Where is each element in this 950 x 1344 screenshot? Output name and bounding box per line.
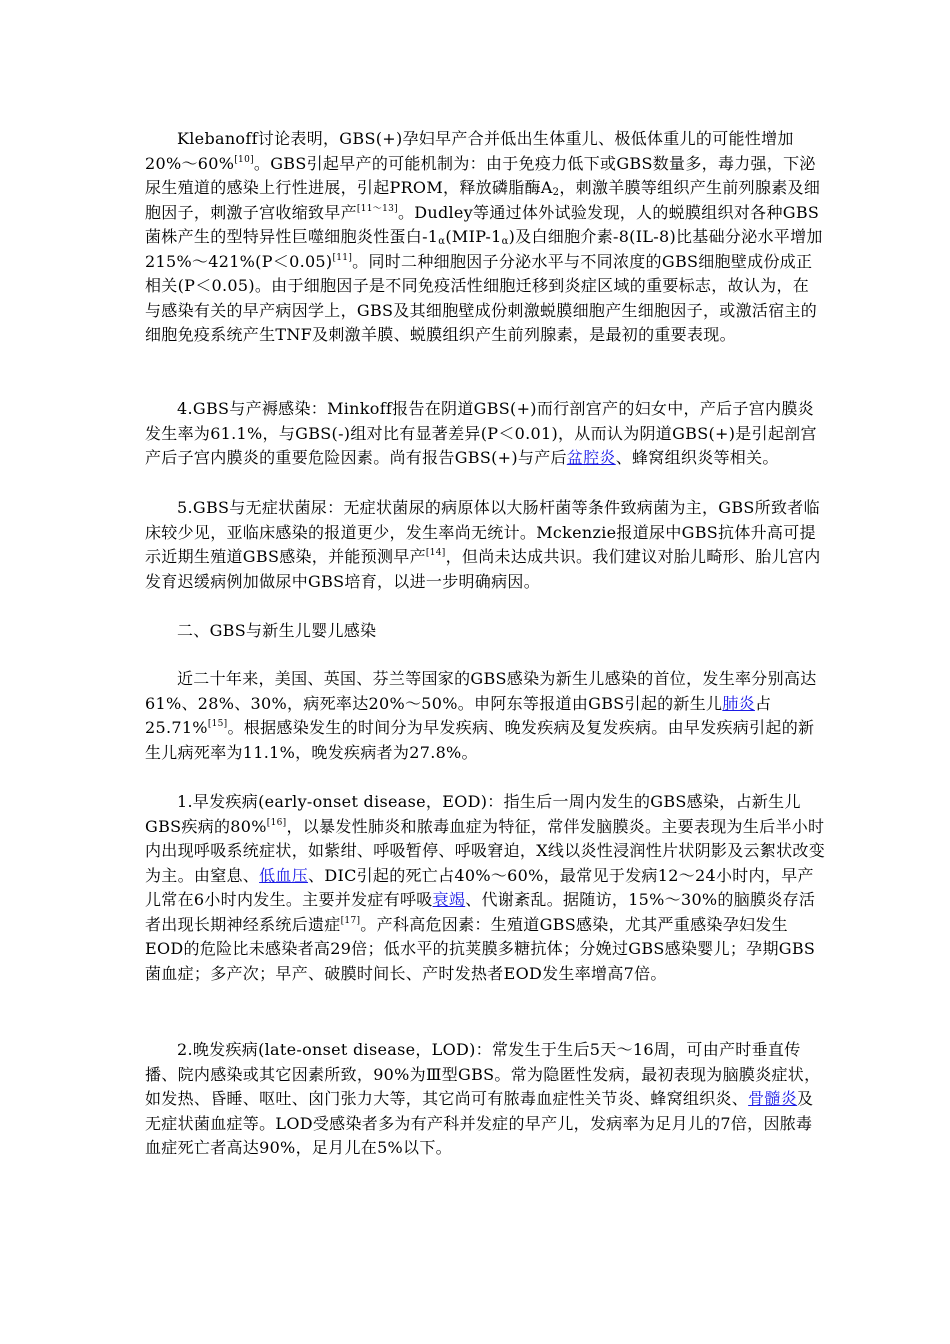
text: ，但尚未达成共识。我们建议对胎儿畸形、胎儿宫内发育迟缓病例加做尿中GBS培育，以进一步明确病因。	[145, 547, 821, 591]
text: 。产科高危因素：生殖道GBS感染，尤其严重感染孕妇发生EOD的危险比未感染者高29倍；低水平的抗荚膜多糖抗体；分娩过GBS感染婴儿；孕期GBS菌血症；多产次；早产、破膜时间长、产时发热者EOD发生率增高7倍。	[145, 914, 816, 983]
citation: [11～13]	[356, 203, 398, 214]
citation: [10]	[234, 154, 254, 165]
text: 、DIC引起的死亡占40%～60%，最常见于发病12～24小时内，早产儿常在6小时内发生。主要并发症有呼吸	[145, 865, 814, 909]
paragraph-puerperal-infection	[145, 397, 825, 471]
subscript: α	[438, 236, 446, 247]
section-heading: 二、GBS与新生儿婴儿感染	[177, 621, 377, 640]
citation: [11]	[332, 252, 353, 263]
paragraph-late-onset-disease	[145, 1038, 825, 1161]
subscript: 2	[552, 187, 560, 198]
link-failure[interactable]: 衰竭	[432, 890, 466, 909]
link-osteomyelitis[interactable]: 骨髓炎	[748, 1089, 798, 1108]
text: 1.早发疾病(early-onset disease，EOD)：指生后一周内发生的GBS感染，占新生儿GBS疾病的80%	[145, 792, 801, 836]
paragraph-preterm-birth	[145, 127, 825, 348]
link-hypotension[interactable]: 低血压	[259, 865, 309, 885]
citation: [14]	[425, 548, 446, 558]
text: 、蜂窝组织炎等相关。	[615, 448, 779, 467]
text: 近二十年来，美国、英国、芬兰等国家的GBS感染为新生儿感染的首位，发生率分别高达61%、28%、30%，病死率达20%～50%。申阿东等报道由GBS引起的新生儿	[145, 669, 817, 713]
text: 。同时二种细胞因子分泌水平与不同浓度的GBS细胞壁成份成正相关(P＜0.05)。由于细胞因子是不同免疫活性细胞迁移到炎症区域的重要标志，故认为，在与感染有关的早产病因学上，GBS及其细胞壁成份刺激蜕膜细胞产生细胞因子，或激活宿主的细胞免疫系统产生TNF及刺激羊膜、蜕膜组织产生前列腺素，是最初的重要表现。	[145, 251, 818, 344]
citation: [17]	[340, 915, 361, 926]
text: 。GBS引起早产的可能机制为：由于免疫力低下或GBS数量多，毒力强，下泌尿生殖道的感染上行性进展，引起PROM，释放磷脂酶A	[145, 153, 816, 197]
citation: [16]	[266, 817, 287, 828]
paragraph-asymptomatic-bacteriuria	[145, 496, 825, 594]
paragraph-early-onset-disease	[145, 790, 825, 986]
text: 4.GBS与产褥感染：Minkoff报告在阴道GBS(+)而行剖宫产的妇女中，产后子宫内膜炎发生率为61.1%，与GBS(-)组对比有显著差异(P＜0.01)，从而认为阴道GBS(+)是引起剖宫产后子宫内膜炎的重要危险因素。尚有报告GBS(+)与产后	[145, 399, 817, 467]
link-pelvic-inflammation[interactable]: 盆腔炎	[566, 448, 616, 467]
text: ，刺激羊膜等组织产生前列腺素及细胞因子，刺激子宫收缩致早产	[145, 178, 821, 222]
text: )及白细胞介素-8(IL-8)比基础分泌水平增加215%～421%(P＜0.05)	[145, 227, 823, 271]
link-pneumonia[interactable]: 肺炎	[722, 693, 755, 713]
text: 占25.71%	[145, 693, 772, 737]
text: ，以暴发性肺炎和脓毒血症为特征，常伴发脑膜炎。主要表现为生后半小时内出现呼吸系统症状，如紫绀、呼吸暂停、呼吸窘迫，X线以炎性浸润性片状阴影及云絮状改变为主。由窒息、	[145, 816, 825, 885]
text: Klebanoff讨论表明，GBS(+)孕妇早产合并低出生体重儿、极低体重儿的可能性增加20%～60%	[145, 129, 794, 173]
text: (MIP-1	[445, 227, 502, 246]
text: 及无症状菌血症等。LOD受感染者多为有产科并发症的早产儿，发病率为足月儿的7倍，因脓毒血症死亡者高达90%，足月儿在5%以下。	[145, 1089, 814, 1157]
subscript: α	[501, 236, 509, 247]
citation: [15]	[207, 719, 228, 729]
text: 2.晚发疾病(late-onset disease，LOD)：常发生于生后5天～16周，可由产时垂直传播、院内感染或其它因素所致，90%为Ⅲ型GBS。常为隐匿性发病，最初表现为脑膜炎症状，如发热、昏睡、呕吐、囟门张力大等，其它尚可有脓毒血症性关节炎、蜂窝组织炎、	[145, 1040, 821, 1108]
text: 。根据感染发生的时间分为早发疾病、晚发疾病及复发疾病。由早发疾病引起的新生儿病死率为11.1%，晚发疾病者为27.8%。	[145, 718, 815, 762]
text: 5.GBS与无症状菌尿：无症状菌尿的病原体以大肠杆菌等条件致病菌为主，GBS所致者临床较少见，亚临床感染的报道更少，发生率尚无统计。Mckenzie报道尿中GBS抗体升高可提示近期生殖道GBS感染，并能预测早产	[145, 498, 820, 566]
paragraph-neonatal-overview	[145, 667, 825, 765]
text: 。Dudley等通过体外试验发现，人的蜕膜组织对各种GBS菌株产生的型特异性巨噬细胞炎性蛋白-1	[145, 202, 820, 246]
text: 、代谢紊乱。据随访，15%～30%的脑膜炎存活者出现长期神经系统后遗症	[145, 890, 816, 934]
